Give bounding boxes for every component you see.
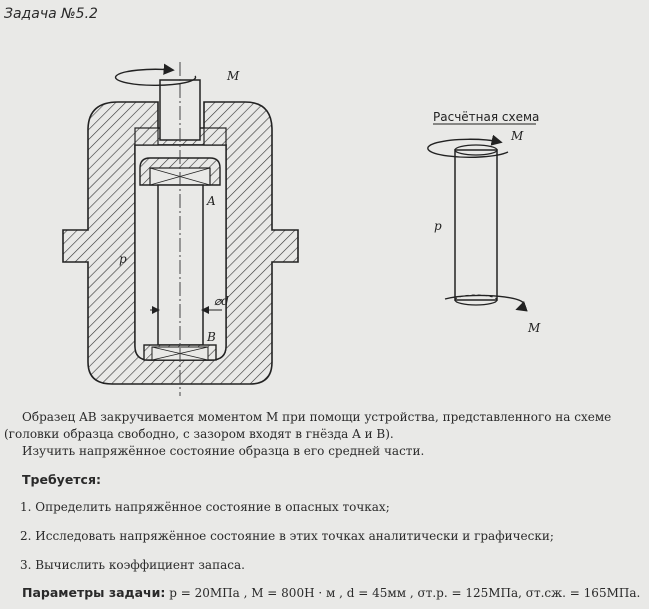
- scheme-title: Расчётная схема: [433, 110, 540, 124]
- requirements-heading: Требуется:: [22, 472, 101, 487]
- scheme-label-p: p: [434, 219, 442, 233]
- parameters-label: Параметры задачи:: [22, 585, 166, 600]
- scheme-label-M-top: M: [511, 129, 524, 143]
- scheme-cylinder: [455, 150, 497, 300]
- label-M-top: M: [227, 69, 240, 83]
- parameters-values: p = 20МПа , M = 800Н · м , d = 45мм , σт.р. = 125МПа, σт.сж. = 165МПа.: [169, 586, 641, 600]
- problem-parameters: [22, 585, 640, 600]
- label-diameter: ⌀d: [214, 294, 229, 308]
- description-line-3: Изучить напряжённое состояние образца в его средней части.: [22, 444, 425, 458]
- description-line-2: (головки образца свободно, с зазором входят в гнёзда A и B).: [4, 427, 394, 441]
- label-p: p: [119, 252, 127, 266]
- torque-arrow-top: [116, 69, 196, 85]
- requirement-item-2: 2. Исследовать напряжённое состояние в этих точках аналитически и графически;: [20, 529, 554, 543]
- label-A: A: [207, 194, 216, 208]
- description-line-1: Образец AB закручивается моментом M при помощи устройства, представленного на схеме: [22, 410, 612, 424]
- scheme-label-M-bottom: M: [528, 321, 541, 335]
- problem-title: Задача №5.2: [4, 6, 98, 22]
- problem-description: [4, 409, 644, 460]
- label-B: B: [207, 330, 216, 344]
- requirement-item-3: 3. Вычислить коэффициент запаса.: [20, 558, 245, 572]
- requirement-item-1: 1. Определить напряжённое состояние в опасных точках;: [20, 500, 390, 514]
